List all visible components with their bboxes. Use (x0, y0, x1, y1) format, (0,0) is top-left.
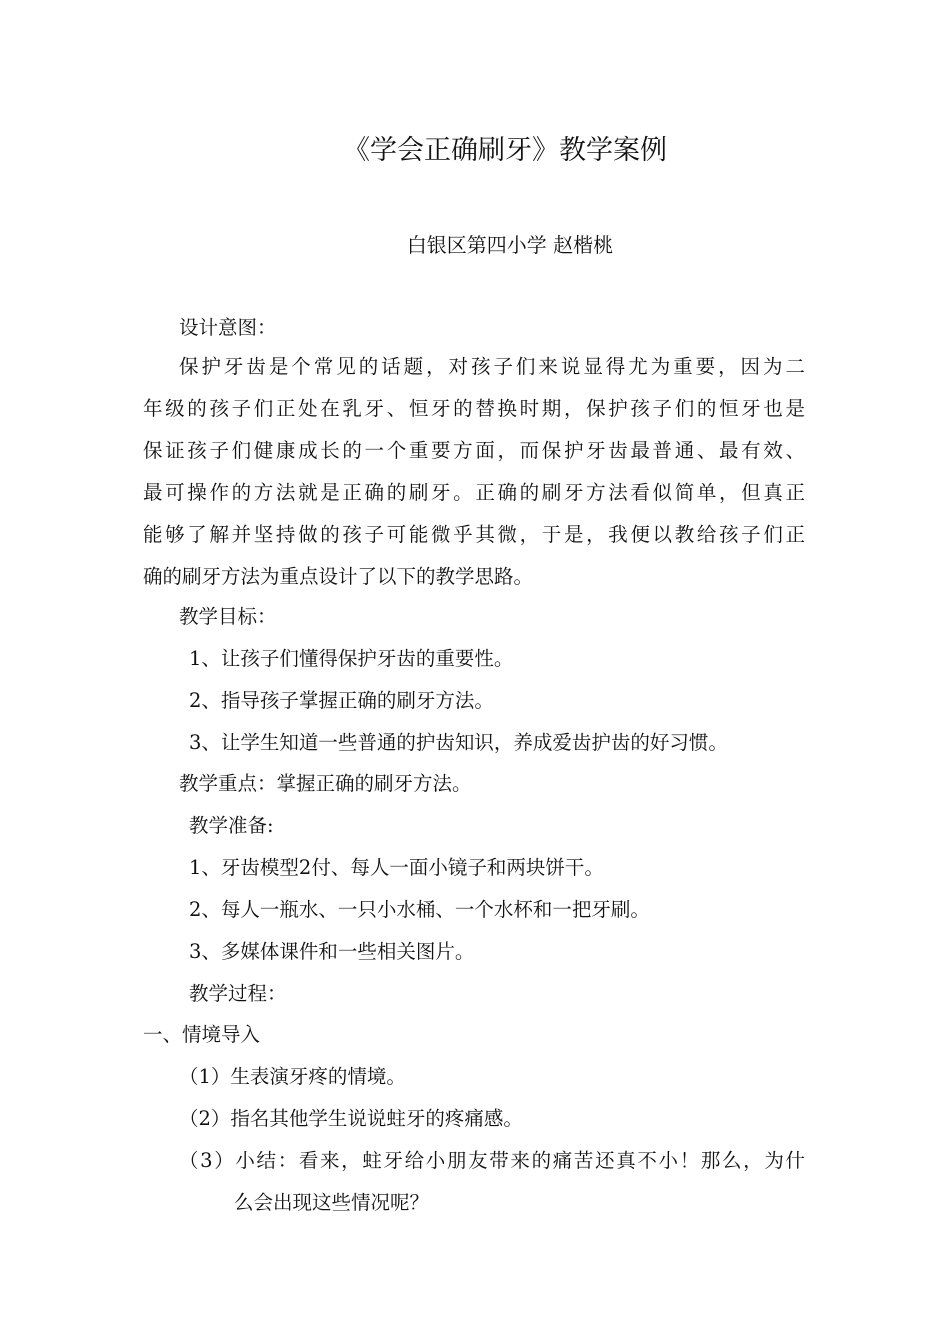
goals-heading: 教学目标： (179, 605, 277, 628)
section-summary-continued: 么会出现这些情况呢？ (234, 1191, 430, 1214)
section-summary: （3）小结：看来，蛀牙给小朋友带来的痛苦还真不小！那么，为什 (179, 1149, 805, 1172)
process-heading: 教学过程： (189, 982, 287, 1005)
design-line: 最可操作的方法就是正确的刷牙。正确的刷牙方法看似简单，但真正 (143, 481, 805, 504)
goal-item: 2、指导孩子掌握正确的刷牙方法。 (189, 689, 494, 712)
design-line: 保证孩子们健康成长的一个重要方面，而保护牙齿最普通、最有效、 (143, 439, 805, 462)
prep-item: 1、牙齿模型2付、每人一面小镜子和两块饼干。 (189, 856, 604, 879)
design-line: 年级的孩子们正处在乳牙、恒牙的替换时期，保护孩子们的恒牙也是 (143, 397, 805, 420)
design-line: 确的刷牙方法为重点设计了以下的教学思路。 (143, 565, 534, 588)
design-line: 保护牙齿是个常见的话题，对孩子们来说显得尤为重要，因为二 (179, 355, 805, 378)
prep-heading: 教学准备: (189, 814, 274, 837)
section-item: （2）指名其他学生说说蛀牙的疼痛感。 (179, 1107, 523, 1130)
section-item: （1）生表演牙疼的情境。 (179, 1065, 406, 1088)
key-point: 教学重点：掌握正确的刷牙方法。 (179, 772, 472, 795)
section-heading: 一、情境导入 (143, 1023, 261, 1046)
prep-item: 3、多媒体课件和一些相关图片。 (189, 940, 475, 963)
document-author: 白银区第四小学 赵楷桃 (406, 233, 614, 257)
document-title: 《学会正确刷牙》教学案例 (343, 135, 667, 166)
prep-item: 2、每人一瓶水、一只小水桶、一个水杯和一把牙刷。 (189, 898, 650, 921)
goal-item: 1、让孩子们懂得保护牙齿的重要性。 (189, 647, 514, 670)
design-line: 能够了解并坚持做的孩子可能微乎其微，于是，我便以教给孩子们正 (143, 523, 805, 546)
goal-item: 3、让学生知道一些普通的护齿知识，养成爱齿护齿的好习惯。 (189, 731, 728, 754)
design-heading: 设计意图： (179, 316, 277, 339)
